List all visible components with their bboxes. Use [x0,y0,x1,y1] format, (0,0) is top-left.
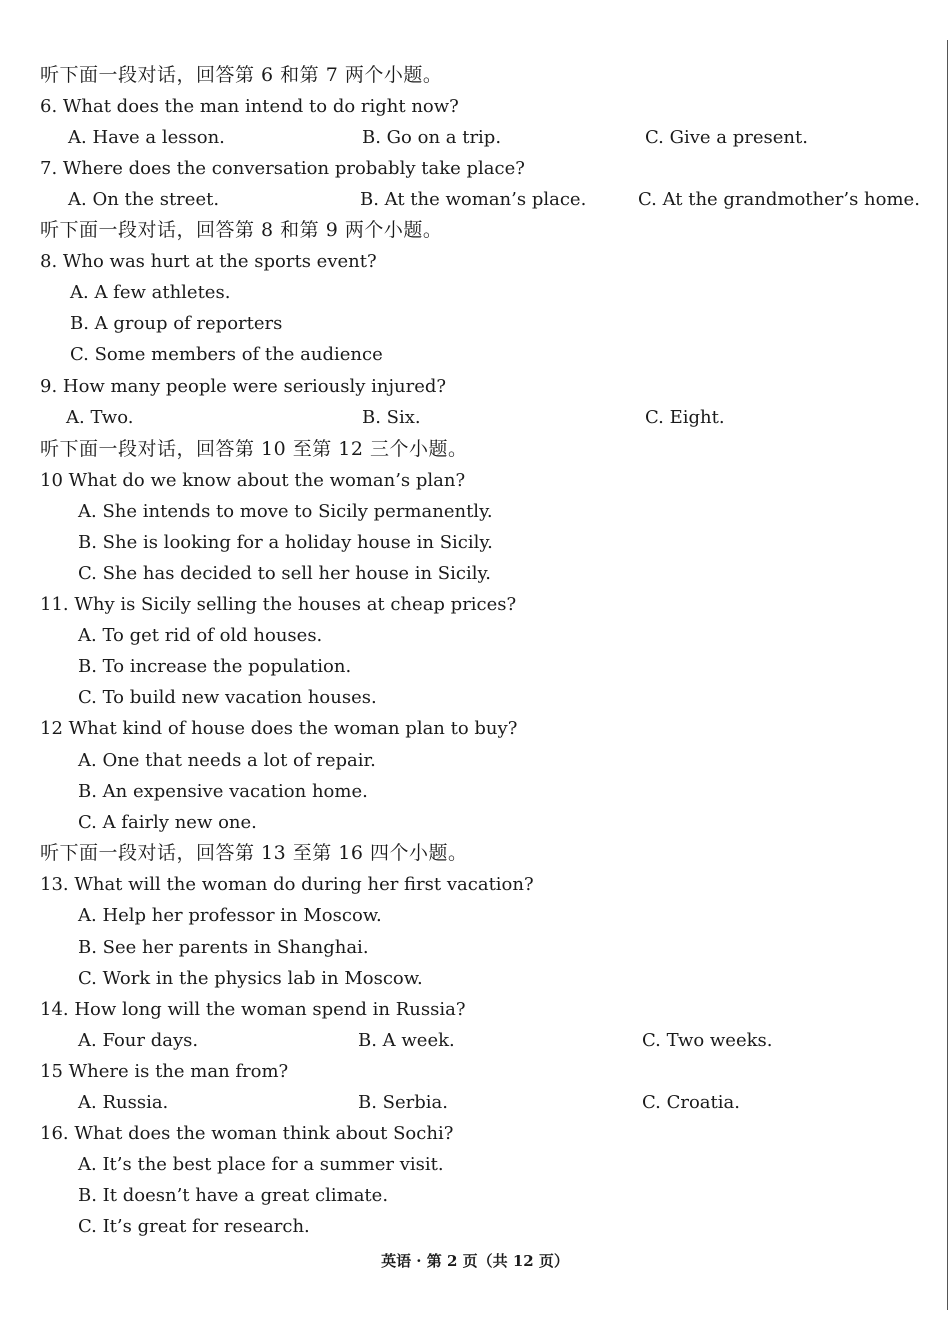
options-row [0,776,950,807]
option-c: C. Work in the physics lab in Moscow. [78,968,423,989]
options-row [0,558,950,589]
options-row [0,1087,950,1118]
section-header: 听下面一段对话，回答第 6 和第 7 两个小题。 [40,64,443,86]
options-row [0,682,950,713]
option-c: C. To build new vacation houses. [78,687,377,708]
option-a: A. She intends to move to Sicily permanently. [78,501,493,522]
question-stem: 8. Who was hurt at the sports event? [40,251,377,272]
options-row [0,184,950,215]
options-row [0,932,950,963]
options-row [0,900,950,931]
scan-edge-line [947,40,948,1310]
question-stem: 10 What do we know about the woman’s plan? [40,470,466,491]
options-row [0,745,950,776]
options-row [0,620,950,651]
option-a: A. One that needs a lot of repair. [78,750,376,771]
question-stem: 15 Where is the man from? [40,1061,289,1082]
section-header: 听下面一段对话，回答第 8 和第 9 两个小题。 [40,219,443,241]
options-row [0,402,950,433]
option-b: B. At the woman’s place. [360,189,587,210]
option-a: A. Help her professor in Moscow. [78,905,382,926]
option-b: B. She is looking for a holiday house in Sicily. [78,532,493,553]
options-row [0,963,950,994]
question-stem: 9. How many people were seriously injured? [40,376,447,397]
page-footer: 英语 · 第 2 页（共 12 页） [381,1252,569,1270]
option-c: C. Give a present. [645,127,808,148]
question-stem: 13. What will the woman do during her first vacation? [40,874,534,895]
option-c: C. Some members of the audience [70,344,383,365]
option-c: C. Two weeks. [642,1030,773,1051]
option-b: B. Serbia. [358,1092,448,1113]
option-c: C. Eight. [645,407,725,428]
option-a: A. To get rid of old houses. [78,625,323,646]
options-row [0,496,950,527]
question-stem: 16. What does the woman think about Sochi? [40,1123,454,1144]
question-stem: 14. How long will the woman spend in Russia? [40,999,466,1020]
option-b: B. Six. [362,407,421,428]
options-row [0,527,950,558]
option-a: A. Have a lesson. [68,127,225,148]
option-c: C. At the grandmother’s home. [638,189,920,210]
section-header: 听下面一段对话，回答第 13 至第 16 四个小题。 [40,842,468,864]
option-b: B. Go on a trip. [362,127,502,148]
section-header: 听下面一段对话，回答第 10 至第 12 三个小题。 [40,438,468,460]
options-row [0,1149,950,1180]
options-row [0,308,950,339]
option-a: A. On the street. [68,189,220,210]
option-a: A. Four days. [78,1030,199,1051]
options-row [0,651,950,682]
question-stem: 11. Why is Sicily selling the houses at cheap prices? [40,594,517,615]
question-stem: 6. What does the man intend to do right now? [40,96,459,117]
option-a: A. It’s the best place for a summer visit. [78,1154,444,1175]
option-b: B. To increase the population. [78,656,352,677]
option-a: A. Russia. [78,1092,169,1113]
option-b: B. It doesn’t have a great climate. [78,1185,389,1206]
question-stem: 12 What kind of house does the woman plan to buy? [40,718,518,739]
options-row [0,1211,950,1242]
option-c: C. It’s great for research. [78,1216,310,1237]
option-b: B. An expensive vacation home. [78,781,368,802]
option-c: C. She has decided to sell her house in Sicily. [78,563,491,584]
option-a: A. A few athletes. [70,282,231,303]
question-stem: 7. Where does the conversation probably take place? [40,158,525,179]
options-row [0,122,950,153]
option-c: C. A fairly new one. [78,812,257,833]
option-b: B. A week. [358,1030,455,1051]
options-row [0,807,950,838]
option-b: B. A group of reporters [70,313,283,334]
options-row [0,277,950,308]
options-row [0,339,950,370]
option-b: B. See her parents in Shanghai. [78,937,369,958]
options-row [0,1180,950,1211]
option-a: A. Two. [66,407,134,428]
options-row [0,1025,950,1056]
option-c: C. Croatia. [642,1092,740,1113]
